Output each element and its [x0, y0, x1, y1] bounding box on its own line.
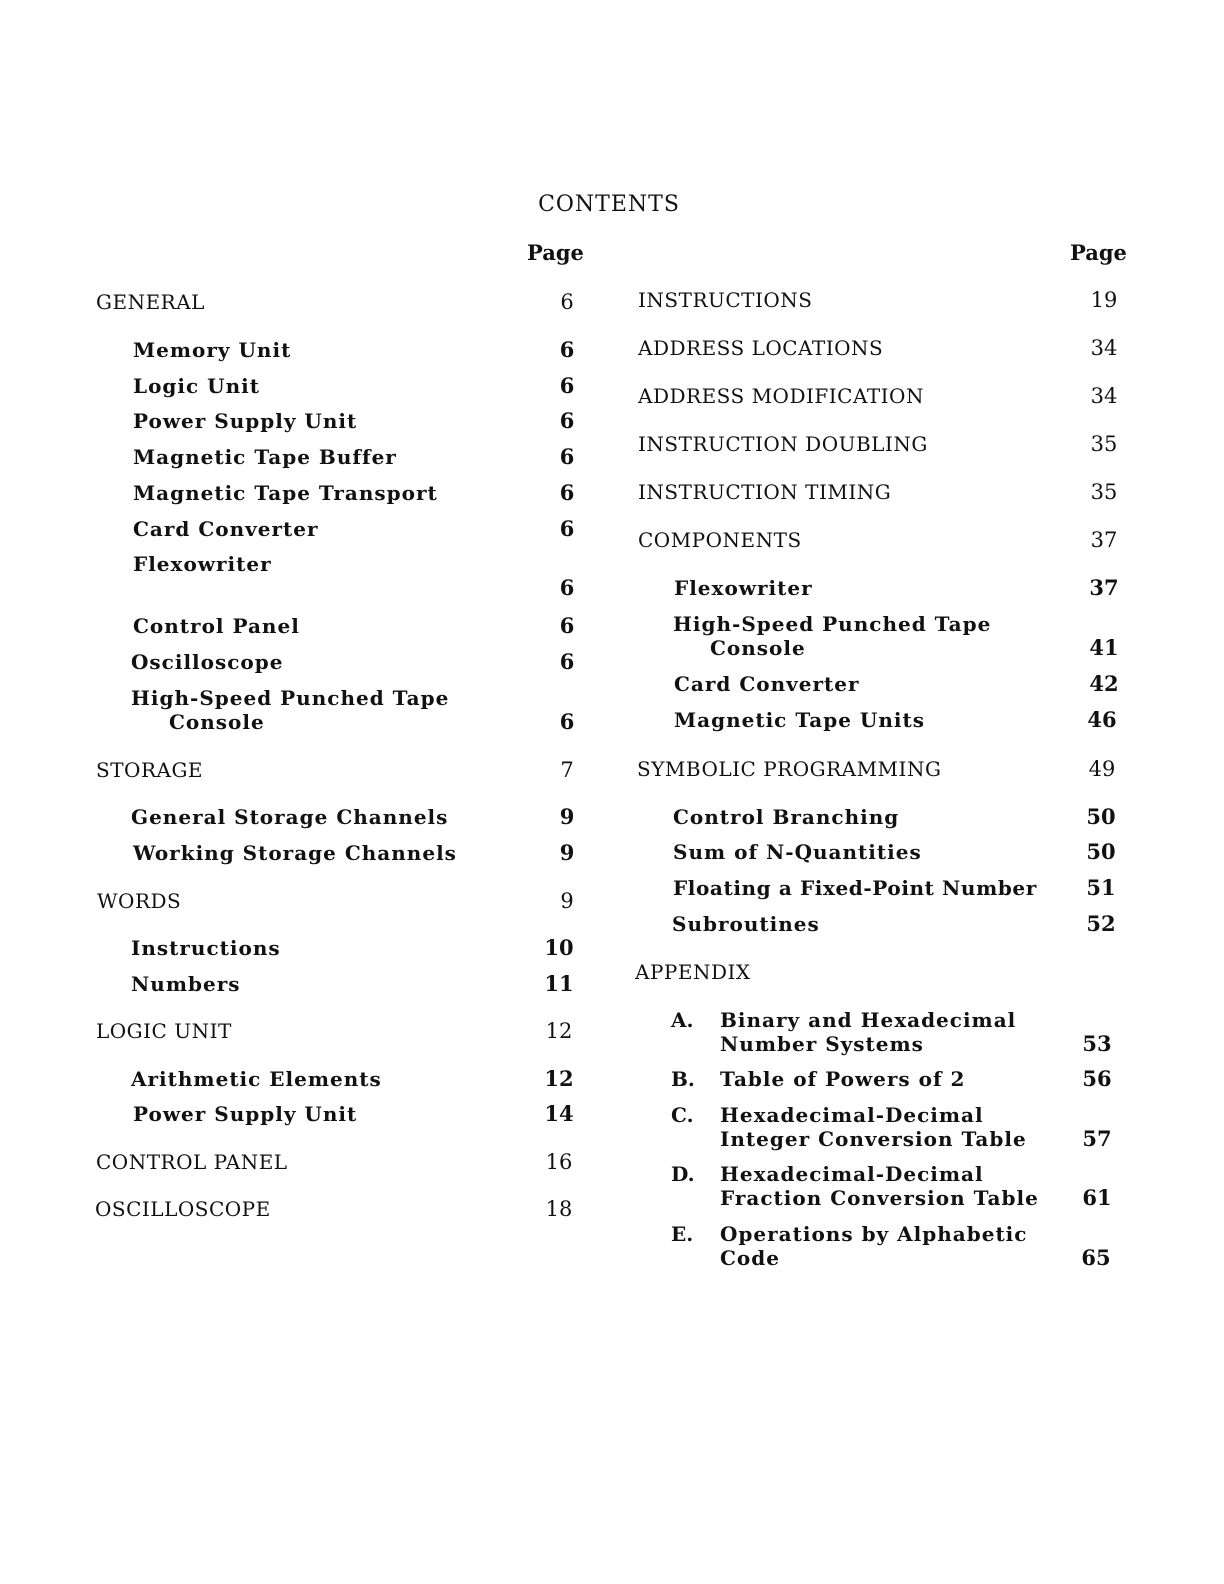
toc-label: Magnetic Tape Units: [674, 708, 926, 732]
appendix-letter: A.: [671, 1008, 694, 1032]
toc-page-number: 53: [1082, 1031, 1112, 1056]
toc-page-number: 34: [1090, 384, 1118, 408]
appendix-label-continued: Number Systems: [720, 1032, 924, 1056]
toc-page-number: 9: [559, 804, 575, 829]
toc-label: GENERAL: [96, 290, 205, 314]
appendix-label: Operations by Alphabetic: [720, 1222, 1028, 1246]
appendix-label-continued: Integer Conversion Table: [720, 1127, 1027, 1151]
page-title: CONTENTS: [538, 192, 680, 217]
toc-label: Card Converter: [674, 672, 860, 696]
toc-page-number: 6: [559, 408, 575, 433]
toc-page-number: 9: [560, 889, 574, 913]
toc-page-number: 35: [1090, 480, 1118, 504]
toc-page-number: 50: [1086, 804, 1116, 829]
appendix-letter: B.: [671, 1067, 695, 1091]
toc-label: Memory Unit: [133, 338, 292, 362]
toc-label: STORAGE: [96, 758, 204, 782]
toc-label: Flexowriter: [133, 552, 272, 576]
toc-page-number: 6: [560, 290, 574, 314]
toc-label: Power Supply Unit: [133, 409, 358, 433]
toc-label: Subroutines: [672, 912, 820, 936]
toc-label: Floating a Fixed-Point Number: [673, 876, 1037, 900]
toc-page-number: 6: [559, 575, 575, 600]
toc-page-number: 19: [1090, 288, 1118, 312]
toc-page-number: 6: [559, 613, 575, 638]
toc-label: CONTROL PANEL: [96, 1150, 288, 1174]
page-column-heading-right: Page: [1070, 240, 1127, 265]
toc-label: Sum of N-Quantities: [673, 840, 922, 864]
toc-label: OSCILLOSCOPE: [95, 1197, 271, 1221]
toc-label: Logic Unit: [133, 374, 260, 398]
toc-label: WORDS: [97, 889, 182, 913]
toc-page-number: 6: [559, 649, 575, 674]
toc-page-number: 46: [1087, 707, 1117, 732]
toc-label-continued: Console: [169, 710, 265, 734]
toc-page-number: 52: [1086, 911, 1116, 936]
toc-page-number: 6: [559, 444, 575, 469]
toc-page-number: 51: [1086, 875, 1116, 900]
toc-label: ADDRESS LOCATIONS: [638, 336, 884, 360]
toc-page-number: 37: [1090, 528, 1118, 552]
toc-page-number: 11: [544, 971, 574, 996]
toc-page-number: 41: [1089, 635, 1119, 660]
toc-label: Flexowriter: [674, 576, 813, 600]
toc-label: Magnetic Tape Buffer: [133, 445, 397, 469]
toc-page-number: 61: [1082, 1185, 1112, 1210]
toc-label: INSTRUCTIONS: [638, 288, 813, 312]
toc-label: Card Converter: [133, 517, 319, 541]
toc-label: Numbers: [131, 972, 241, 996]
toc-page-number: 35: [1090, 432, 1118, 456]
toc-page-number: 6: [559, 373, 575, 398]
toc-label: SYMBOLIC PROGRAMMING: [637, 757, 942, 781]
toc-label: Oscilloscope: [131, 650, 284, 674]
appendix-label-continued: Fraction Conversion Table: [720, 1186, 1039, 1210]
toc-page-number: 65: [1081, 1245, 1111, 1270]
appendix-label: Table of Powers of 2: [720, 1067, 966, 1091]
toc-page-number: 49: [1088, 757, 1116, 781]
toc-label: COMPONENTS: [638, 528, 802, 552]
toc-label: Working Storage Channels: [133, 841, 457, 865]
appendix-label: Hexadecimal-Decimal: [720, 1162, 984, 1186]
toc-page-number: 37: [1089, 575, 1119, 600]
toc-page-number: 57: [1082, 1126, 1112, 1151]
toc-label: Magnetic Tape Transport: [133, 481, 438, 505]
appendix-letter: C.: [671, 1103, 694, 1127]
toc-page-number: 6: [559, 709, 575, 734]
toc-label: Control Branching: [673, 805, 900, 829]
toc-page-number: 18: [545, 1197, 573, 1221]
toc-label: INSTRUCTION DOUBLING: [638, 432, 928, 456]
toc-page-number: 12: [544, 1066, 574, 1091]
toc-page-number: 56: [1082, 1066, 1112, 1091]
appendix-label-continued: Code: [720, 1246, 780, 1270]
page-column-heading-left: Page: [527, 240, 584, 265]
appendix-label: Hexadecimal-Decimal: [720, 1103, 984, 1127]
toc-label: High-Speed Punched Tape: [131, 686, 450, 710]
toc-page-number: 6: [559, 337, 575, 362]
toc-page-number: 9: [559, 840, 575, 865]
toc-page-number: 50: [1086, 839, 1116, 864]
toc-page-number: 34: [1090, 336, 1118, 360]
appendix-letter: E.: [671, 1222, 694, 1246]
appendix-label: Binary and Hexadecimal: [720, 1008, 1017, 1032]
appendix-letter: D.: [671, 1162, 695, 1186]
toc-page-number: 6: [559, 516, 575, 541]
toc-page-number: 6: [559, 480, 575, 505]
toc-label: Arithmetic Elements: [131, 1067, 382, 1091]
toc-page-number: 10: [544, 935, 574, 960]
toc-label: General Storage Channels: [131, 805, 449, 829]
toc-label: Power Supply Unit: [133, 1102, 358, 1126]
toc-page-number: 42: [1089, 671, 1119, 696]
toc-label: High-Speed Punched Tape: [673, 612, 992, 636]
toc-label: ADDRESS MODIFICATION: [638, 384, 924, 408]
toc-label: Instructions: [131, 936, 281, 960]
toc-page-number: 7: [560, 758, 574, 782]
toc-page-number: 14: [544, 1101, 574, 1126]
toc-label: INSTRUCTION TIMING: [638, 480, 892, 504]
toc-label-continued: Console: [710, 636, 806, 660]
toc-label: LOGIC UNIT: [96, 1019, 232, 1043]
toc-label: APPENDIX: [635, 960, 751, 984]
toc-label: Control Panel: [133, 614, 300, 638]
toc-page-number: 16: [545, 1150, 573, 1174]
toc-page-number: 12: [545, 1019, 573, 1043]
